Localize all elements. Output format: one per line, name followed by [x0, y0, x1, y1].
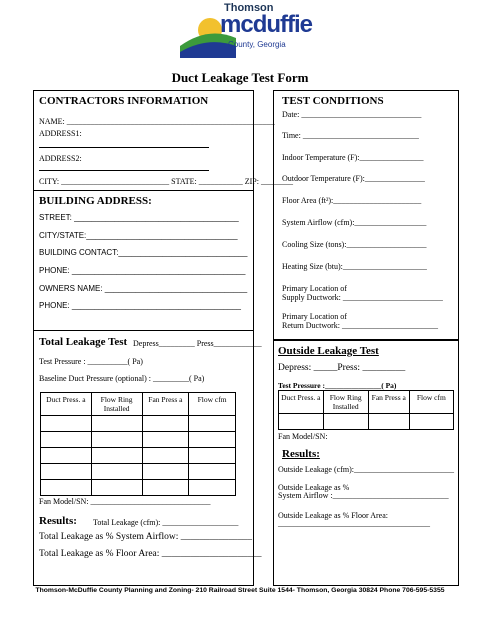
table-cell[interactable] — [91, 416, 142, 432]
table-header: Duct Press. a — [41, 393, 92, 416]
fan-model-field[interactable]: Fan Model/SN: ______________________________ — [39, 497, 211, 506]
footer-address: Thomson-McDuffie County Planning and Zoning- 210 Railroad Street Suite 1544- Thomson, Georgia 30824 Phone 706-595-5355 — [35, 587, 445, 594]
cooling-size-field[interactable]: Cooling Size (tons):____________________ — [282, 240, 427, 249]
table-cell[interactable] — [142, 448, 189, 464]
total-pct-airflow-field[interactable]: Total Leakage as % System Airflow: _______________ — [39, 532, 253, 542]
table-header: Flow cfm — [189, 393, 236, 416]
contractors-heading: CONTRACTORS INFORMATION — [39, 95, 209, 107]
table-cell[interactable] — [41, 432, 92, 448]
test-conditions-panel — [273, 90, 459, 340]
table-cell[interactable] — [41, 416, 92, 432]
outside-leakage-panel — [273, 340, 459, 586]
table-header: Flow Ring Installed — [323, 391, 368, 414]
date-field[interactable]: Date: ______________________________ — [282, 110, 422, 119]
address2-label: ADDRESS2: — [39, 154, 82, 163]
table-header: Flow Ring Installed — [91, 393, 142, 416]
city-state-field[interactable]: CITY/STATE:__________________________________ — [39, 231, 238, 240]
phone-field[interactable]: PHONE: _______________________________________ — [39, 266, 246, 275]
table-cell[interactable] — [41, 480, 92, 496]
table-cell[interactable] — [189, 416, 236, 432]
table-cell[interactable] — [142, 416, 189, 432]
supply-label: Primary Location of — [282, 284, 347, 293]
heating-size-field[interactable]: Heating Size (btu):_____________________ — [282, 262, 427, 271]
address1-field[interactable] — [39, 147, 209, 148]
table-cell[interactable] — [409, 414, 453, 430]
table-header: Flow cfm — [409, 391, 453, 414]
owners-name-field[interactable]: OWNERS NAME: ________________________________ — [39, 284, 248, 293]
depress-press-field[interactable]: Depress_________ Press____________ — [133, 339, 262, 348]
outside-leakage-heading: Outside Leakage Test — [278, 345, 379, 357]
table-cell[interactable] — [91, 448, 142, 464]
outside-pct-floor-field[interactable]: ______________________________________ — [278, 519, 430, 528]
table-cell[interactable] — [279, 414, 324, 430]
test-pressure-field[interactable]: Test Pressure : __________( Pa) — [39, 357, 143, 366]
table-cell[interactable] — [41, 448, 92, 464]
table-cell[interactable] — [189, 432, 236, 448]
outside-fan-model-field[interactable]: Fan Model/SN: — [278, 432, 328, 441]
supply-ductwork-field[interactable]: Supply Ductwork: _________________________ — [282, 293, 443, 302]
outdoor-temp-field[interactable]: Outdoor Temperature (F):_______________ — [282, 174, 425, 183]
outside-pct-airflow-field[interactable]: System Airflow :_____________________________ — [278, 491, 449, 500]
name-field[interactable]: NAME: ____________________________________________________ — [39, 117, 275, 126]
table-cell[interactable] — [142, 480, 189, 496]
phone2-field[interactable]: PHONE: ______________________________________ — [39, 301, 241, 310]
logo-line-3: County, Georgia — [228, 40, 286, 49]
outside-results-heading: Results: — [282, 448, 320, 460]
logo-line-2: mcduffie — [220, 11, 313, 38]
test-conditions-heading: TEST CONDITIONS — [282, 95, 384, 107]
return-label: Primary Location of — [282, 312, 347, 321]
return-ductwork-field[interactable]: Return Ductwork: ________________________ — [282, 321, 438, 330]
table-cell[interactable] — [142, 464, 189, 480]
table-cell[interactable] — [91, 480, 142, 496]
table-header: Duct Press. a — [279, 391, 324, 414]
address2-field[interactable] — [39, 170, 209, 171]
form-title: Duct Leakage Test Form — [171, 70, 309, 85]
table-header: Fan Press a — [142, 393, 189, 416]
table-cell[interactable] — [368, 414, 409, 430]
outside-pct-floor-label: Outside Leakage as % Floor Area: — [278, 511, 388, 520]
logo-line-1: Thomson — [224, 2, 274, 14]
table-cell[interactable] — [91, 464, 142, 480]
outside-leakage-cfm-field[interactable]: Outside Leakage (cfm):_________________________ — [278, 465, 454, 474]
total-leakage-table — [40, 392, 236, 496]
outside-test-pressure-field[interactable]: Test Pressure :_______________( Pa) — [278, 381, 397, 390]
results-heading: Results: — [39, 515, 77, 527]
city-state-zip-field[interactable]: CITY: ___________________________ STATE: ___________ ZIP: ________ — [39, 177, 293, 186]
divider — [33, 330, 254, 331]
total-leakage-heading: Total Leakage Test — [39, 336, 128, 348]
total-pct-floor-field[interactable]: Total Leakage as % Floor Area: _____________________ — [39, 549, 262, 559]
table-cell[interactable] — [189, 464, 236, 480]
table-cell[interactable] — [41, 464, 92, 480]
system-airflow-field[interactable]: System Airflow (cfm):__________________ — [282, 218, 427, 227]
table-cell[interactable] — [323, 414, 368, 430]
address1-label: ADDRESS1: — [39, 129, 82, 138]
indoor-temp-field[interactable]: Indoor Temperature (F):________________ — [282, 153, 424, 162]
total-leakage-cfm-field[interactable]: Total Leakage (cfm): ___________________ — [93, 518, 239, 527]
table-header: Fan Press a — [368, 391, 409, 414]
table-cell[interactable] — [189, 448, 236, 464]
outside-pct-label: Outside Leakage as % — [278, 483, 350, 492]
outside-leakage-table — [278, 390, 454, 430]
building-contact-field[interactable]: BUILDING CONTACT:_____________________________ — [39, 248, 248, 257]
time-field[interactable]: Time: _____________________________ — [282, 131, 419, 140]
table-cell[interactable] — [142, 432, 189, 448]
county-logo — [178, 2, 313, 60]
floor-area-field[interactable]: Floor Area (ft²):______________________ — [282, 196, 422, 205]
building-heading: BUILDING ADDRESS: — [39, 195, 152, 207]
divider — [33, 190, 254, 191]
street-field[interactable]: STREET: _____________________________________ — [39, 213, 239, 222]
table-cell[interactable] — [189, 480, 236, 496]
table-cell[interactable] — [91, 432, 142, 448]
outside-depress-press-field[interactable]: Depress: _____Press: _________ — [278, 363, 406, 373]
baseline-pressure-field[interactable]: Baseline Duct Pressure (optional) : _________( Pa) — [39, 374, 205, 383]
